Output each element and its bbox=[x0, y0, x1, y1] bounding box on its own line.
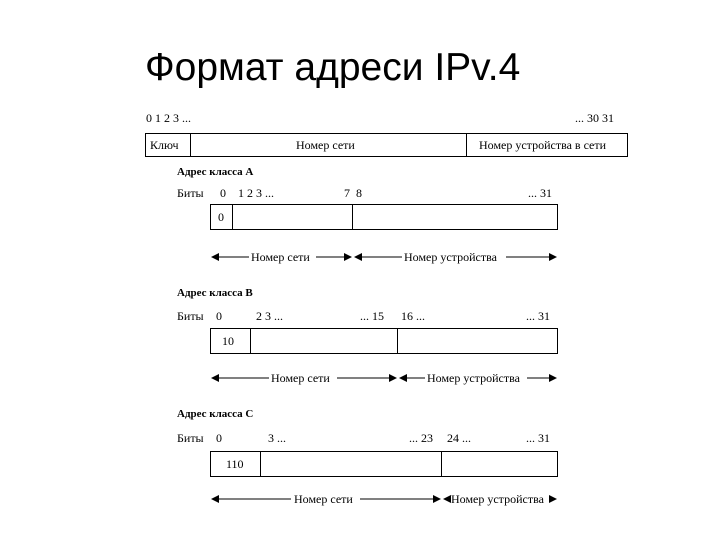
class-a-bit-mark: ... 31 bbox=[528, 186, 552, 200]
class-b-title: Адрес класса В bbox=[177, 287, 253, 299]
header-key-field: Ключ bbox=[150, 138, 179, 152]
class-c-bit-mark: ... 23 bbox=[409, 431, 433, 445]
arrowhead-icon bbox=[433, 495, 441, 503]
class-b-bit-mark: 2 3 ... bbox=[256, 309, 283, 323]
class-c-bit-mark: 3 ... bbox=[268, 431, 286, 445]
class-b-bits-label: Биты bbox=[177, 309, 204, 323]
header-network-field: Номер сети bbox=[296, 138, 355, 152]
header-bits-left: 0 1 2 3 ... bbox=[146, 111, 191, 125]
class-a-bit-mark: 1 2 3 ... bbox=[238, 186, 274, 200]
class-c-bits-label: Биты bbox=[177, 431, 204, 445]
class-a-bit-mark: 0 bbox=[220, 186, 226, 200]
class-b-net-range-label: Номер сети bbox=[271, 371, 330, 385]
class-a-prefix: 0 bbox=[218, 210, 224, 224]
class-b-device-range-label: Номер устройства bbox=[427, 371, 520, 385]
class-b-bit-mark: 0 bbox=[216, 309, 222, 323]
class-b-bit-mark: ... 31 bbox=[526, 309, 550, 323]
class-c-bit-mark: 24 ... bbox=[447, 431, 471, 445]
class-b-bit-mark: 16 ... bbox=[401, 309, 425, 323]
arrowhead-icon bbox=[399, 374, 407, 382]
arrowhead-icon bbox=[211, 253, 219, 261]
arrowhead-icon bbox=[211, 374, 219, 382]
header-device-field: Номер устройства в сети bbox=[479, 138, 607, 152]
class-c-title: Адрес класса С bbox=[177, 408, 254, 420]
arrowhead-icon bbox=[549, 495, 557, 503]
arrowhead-icon bbox=[549, 253, 557, 261]
arrowhead-icon bbox=[443, 495, 451, 503]
class-c-bit-mark: ... 31 bbox=[526, 431, 550, 445]
class-c-prefix: 110 bbox=[226, 457, 244, 471]
arrowhead-icon bbox=[549, 374, 557, 382]
class-a-bits-label: Биты bbox=[177, 186, 204, 200]
class-c-bit-mark: 0 bbox=[216, 431, 222, 445]
slide-title: Формат адреси IPv.4 bbox=[145, 46, 521, 89]
class-a-net-range-label: Номер сети bbox=[251, 250, 310, 264]
class-a-title: Адрес класса А bbox=[177, 166, 254, 178]
class-b-bit-mark: ... 15 bbox=[360, 309, 384, 323]
arrowhead-icon bbox=[354, 253, 362, 261]
arrowhead-icon bbox=[211, 495, 219, 503]
class-a-bit-mark: 8 bbox=[356, 186, 362, 200]
header-bits-right: ... 30 31 bbox=[575, 111, 614, 125]
class-c-net-range-label: Номер сети bbox=[294, 492, 353, 506]
arrowhead-icon bbox=[389, 374, 397, 382]
class-a-device-range-label: Номер устройства bbox=[404, 250, 497, 264]
class-c-device-range-label: Номер устройства bbox=[451, 492, 544, 506]
class-b-prefix: 10 bbox=[222, 334, 234, 348]
arrowhead-icon bbox=[344, 253, 352, 261]
class-a-bit-mark: 7 bbox=[344, 186, 350, 200]
